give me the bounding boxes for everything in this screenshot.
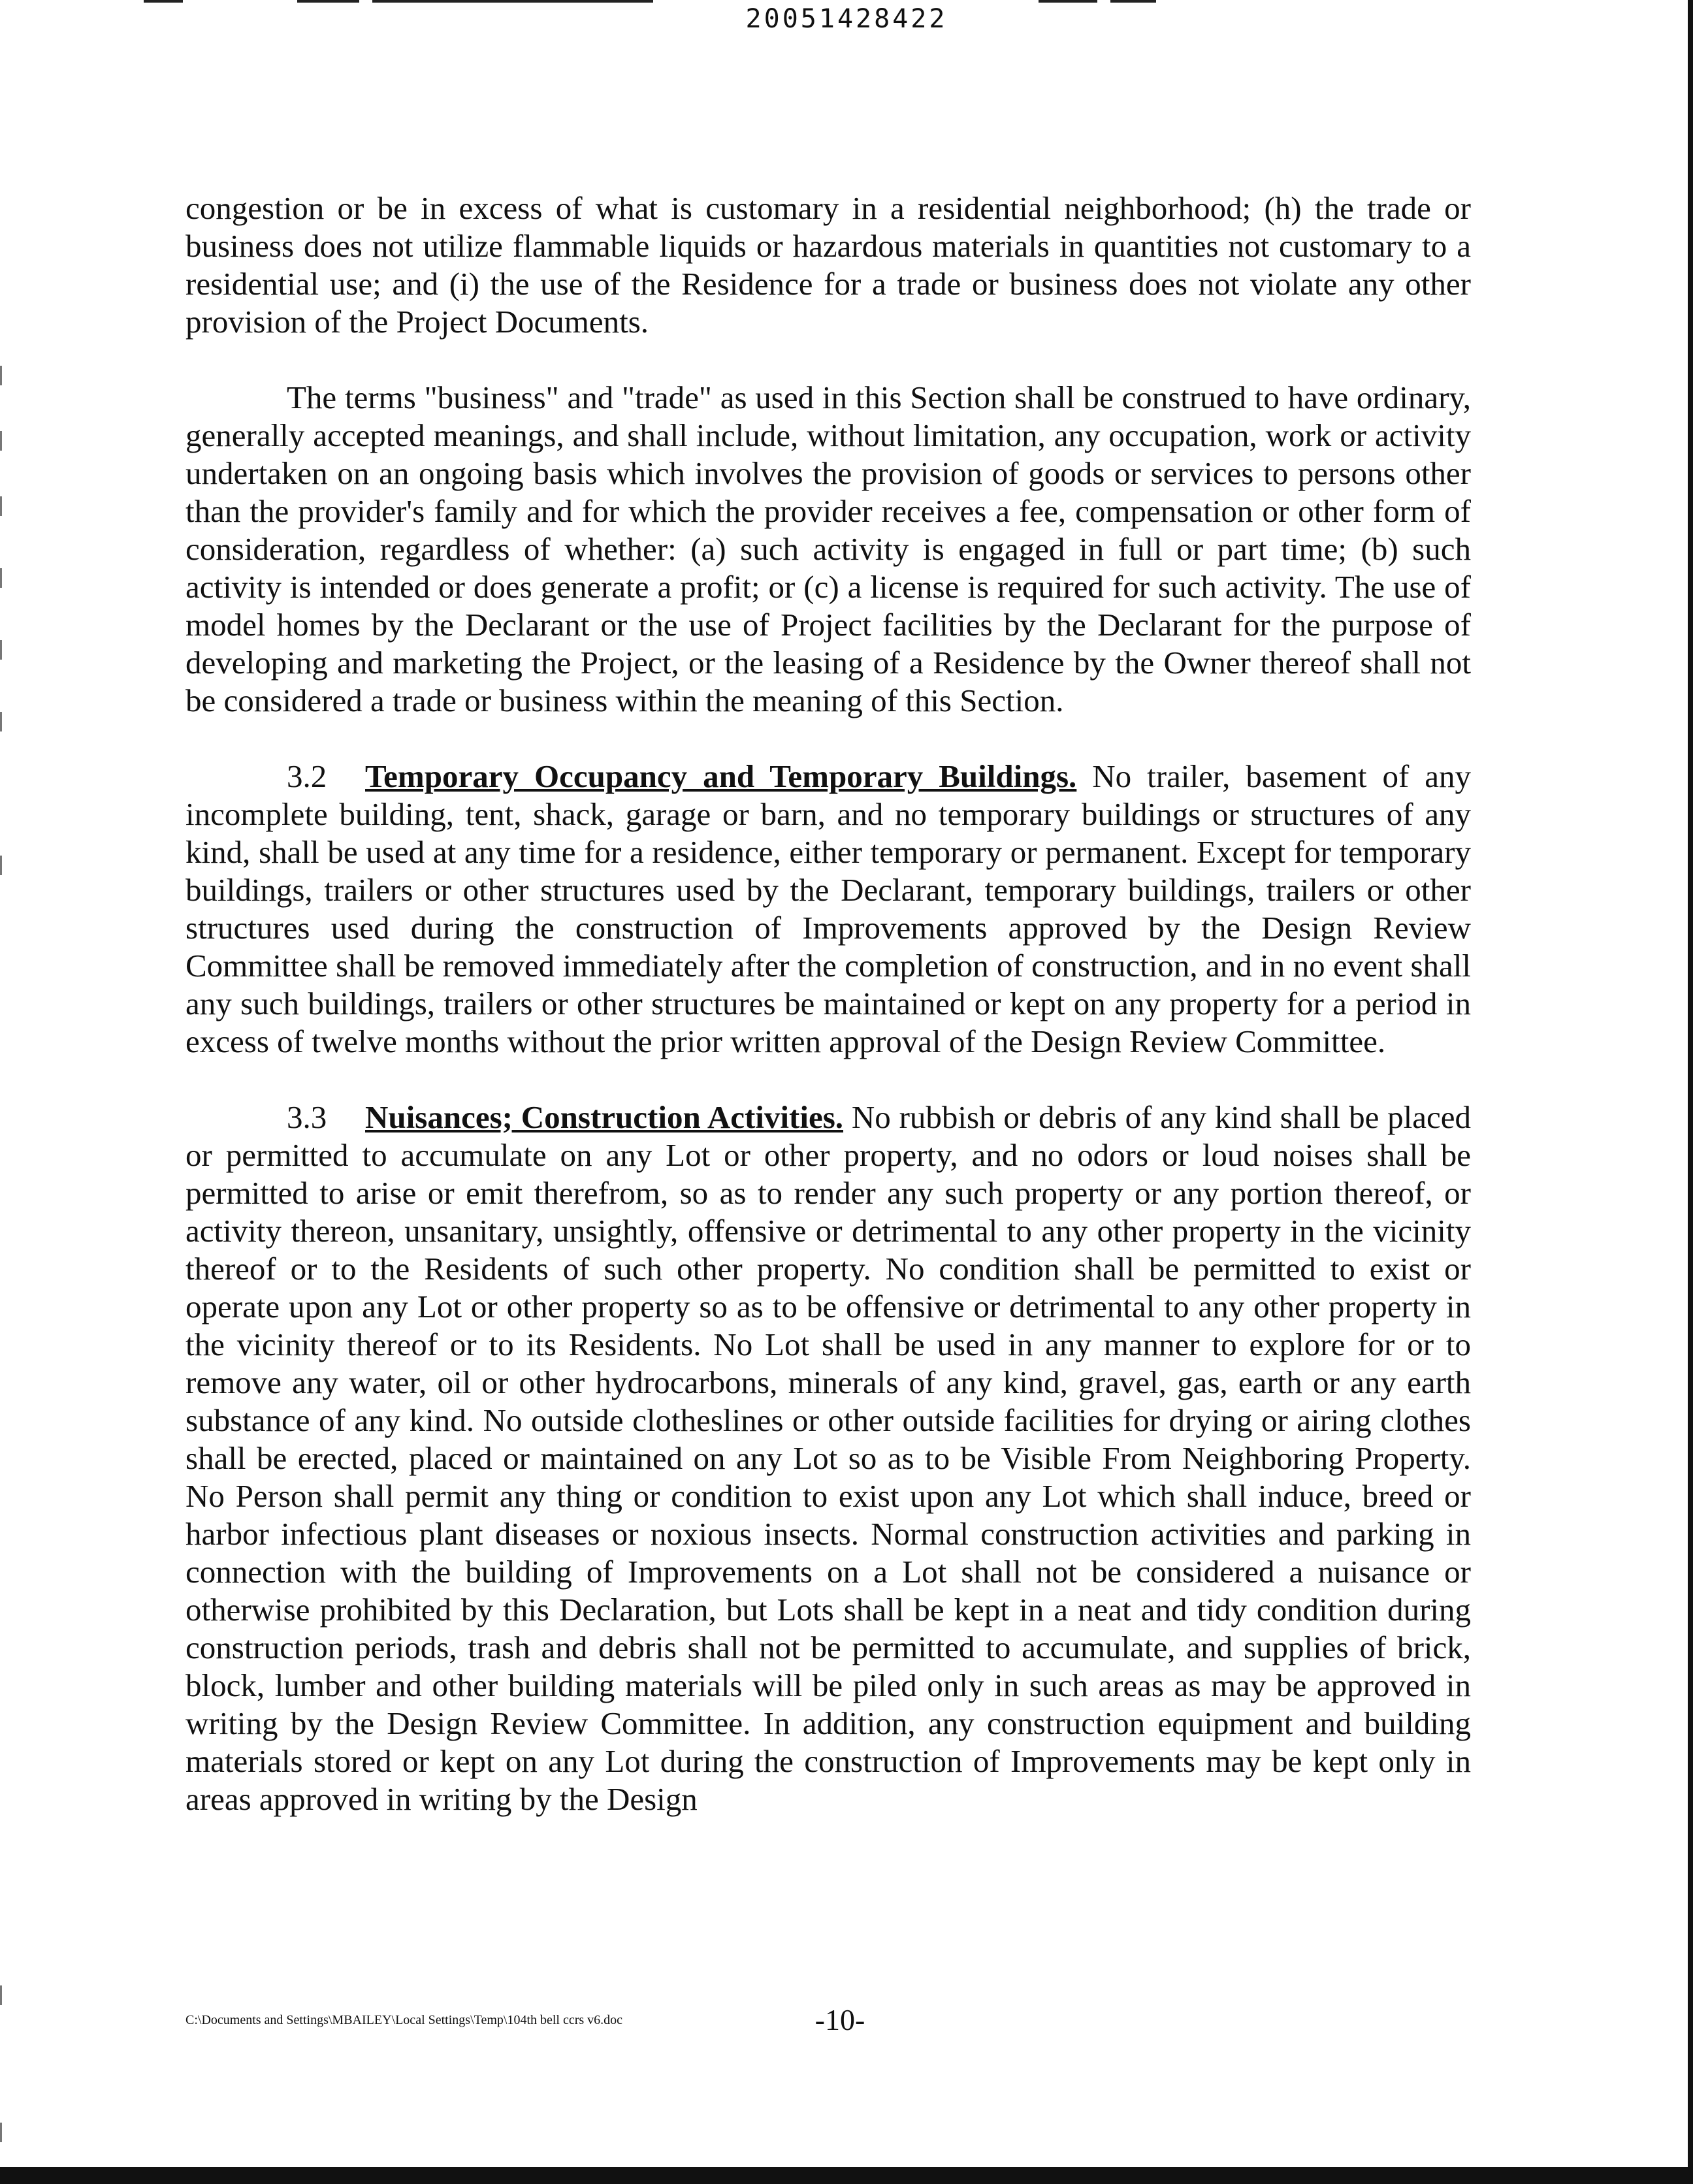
scan-artifact-top-rule bbox=[144, 0, 183, 3]
scan-artifact-left-tick bbox=[0, 712, 2, 731]
section-3-3-title: Nuisances; Construction Activities. bbox=[365, 1099, 844, 1135]
scan-artifact-top-rule bbox=[297, 0, 359, 3]
section-3-2-text: No trailer, basement of any incomplete building, tent, shack, garage or barn, and no temporary buildings or structures of any kind, shall be used at any time for a residence, either temporary or permanent. Except for temporary buildings, trailers or other structures used by the Declarant, temporary buildings, trailers or other structures used during the construction of Improvements approved by the Design Review Committee shall be removed immediately after the completion of construction, and in no event shall any such buildings, trailers or other structures be maintained or kept on any property for a period in excess of twelve months without the prior written approval of the Design Review Committee. bbox=[185, 758, 1472, 1059]
scan-artifact-top-rule bbox=[1143, 0, 1156, 3]
scan-artifact-left-tick bbox=[0, 366, 2, 385]
section-3-3-text: No rubbish or debris of any kind shall be placed or permitted to accumulate on any Lot or other property, and no odors or loud noises shall be permitted to arise or emit therefrom, so as to render any such property or any portion thereof, or activity thereon, unsanitary, unsightly, offensive or detrimental to any other property in the vicinity thereof or to the Residents of such other property. No condition shall be permitted to exist or operate upon any Lot or other property so as to be offensive or detrimental to any other property in the vicinity thereof or to its Residents. No Lot shall be used in any manner to explore for or to remove any water, oil or other hydrocarbons, minerals of any kind, gravel, gas, earth or any earth substance of any kind. No outside clotheslines or other outside facilities for drying or airing clothes shall be erected, placed or maintained on any Lot so as to be Visible From Neighboring Property. No Person shall permit any thing or condition to exist upon any Lot which shall induce, breed or harbor infectious plant diseases or noxious insects. Normal construction activities and parking in connection with the building of Improvements on a Lot shall not be considered a nuisance or otherwise prohibited by this Declaration, but Lots shall be kept in a neat and tidy condition during construction periods, trash and debris shall not be permitted to accumulate, and supplies of brick, block, lumber and other building materials will be piled only in such areas as may be approved in writing by the Design Review Committee. In addition, any construction equipment and building materials stored or kept on any Lot during the construction of Improvements may be kept only in areas approved in writing by the Design bbox=[185, 1099, 1472, 1817]
paragraph-1: congestion or be in excess of what is customary in a residential neighborhood; (h) the trade or business does not utilize flammable liquids or hazardous materials in quantities not customary to a residential use; and (i) the use of the Residence for a trade or business does not violate any other provision of the Project Documents. bbox=[185, 190, 1471, 340]
scan-artifact-left-tick bbox=[0, 1985, 2, 2005]
paragraph-2: The terms "business" and "trade" as used in this Section shall be construed to have ordinary, generally accepted meanings, and shall include, without limitation, any occupation, work or activity undertaken on an ongoing basis which involves the provision of goods or services to persons other than the provider's family and for which the provider receives a fee, compensation or other form of consideration, regardless of whether: (a) such activity is engaged in full or part time; (b) such activity is intended or does generate a profit; or (c) a license is required for such activity. The use of model homes by the Declarant or the use of Project facilities by the Declarant for the purpose of developing and marketing the Project, or the leasing of a Residence by the Owner thereof shall not be considered a trade or business within the meaning of this Section. bbox=[185, 379, 1471, 718]
scan-artifact-left-tick bbox=[0, 431, 2, 451]
footer-file-path: C:\Documents and Settings\MBAILEY\Local Settings\Temp\104th bell ccrs v6.doc bbox=[185, 2013, 623, 2027]
section-3-3 bbox=[185, 1099, 1471, 1818]
section-3-2 bbox=[185, 758, 1471, 1061]
scan-artifact-left-tick bbox=[0, 640, 2, 660]
page-number: -10- bbox=[814, 2003, 865, 2036]
scan-artifact-right-border bbox=[1688, 0, 1693, 2184]
scan-artifact-left-tick bbox=[0, 496, 2, 516]
scan-artifact-top-rule bbox=[1039, 0, 1097, 3]
section-3-2-title: Temporary Occupancy and Temporary Buildings. bbox=[365, 758, 1077, 794]
scan-artifact-left-tick bbox=[0, 2123, 2, 2142]
scan-artifact-left-tick bbox=[0, 856, 2, 875]
document-id: 20051428422 bbox=[745, 4, 948, 34]
scan-artifact-left-tick bbox=[0, 568, 2, 588]
scan-artifact-top-rule bbox=[372, 0, 653, 3]
document-body bbox=[185, 189, 1471, 1818]
scan-artifact-bottom-border bbox=[0, 2167, 1693, 2184]
section-3-2-number: 3.2 bbox=[287, 758, 327, 794]
section-3-3-number: 3.3 bbox=[287, 1099, 327, 1135]
